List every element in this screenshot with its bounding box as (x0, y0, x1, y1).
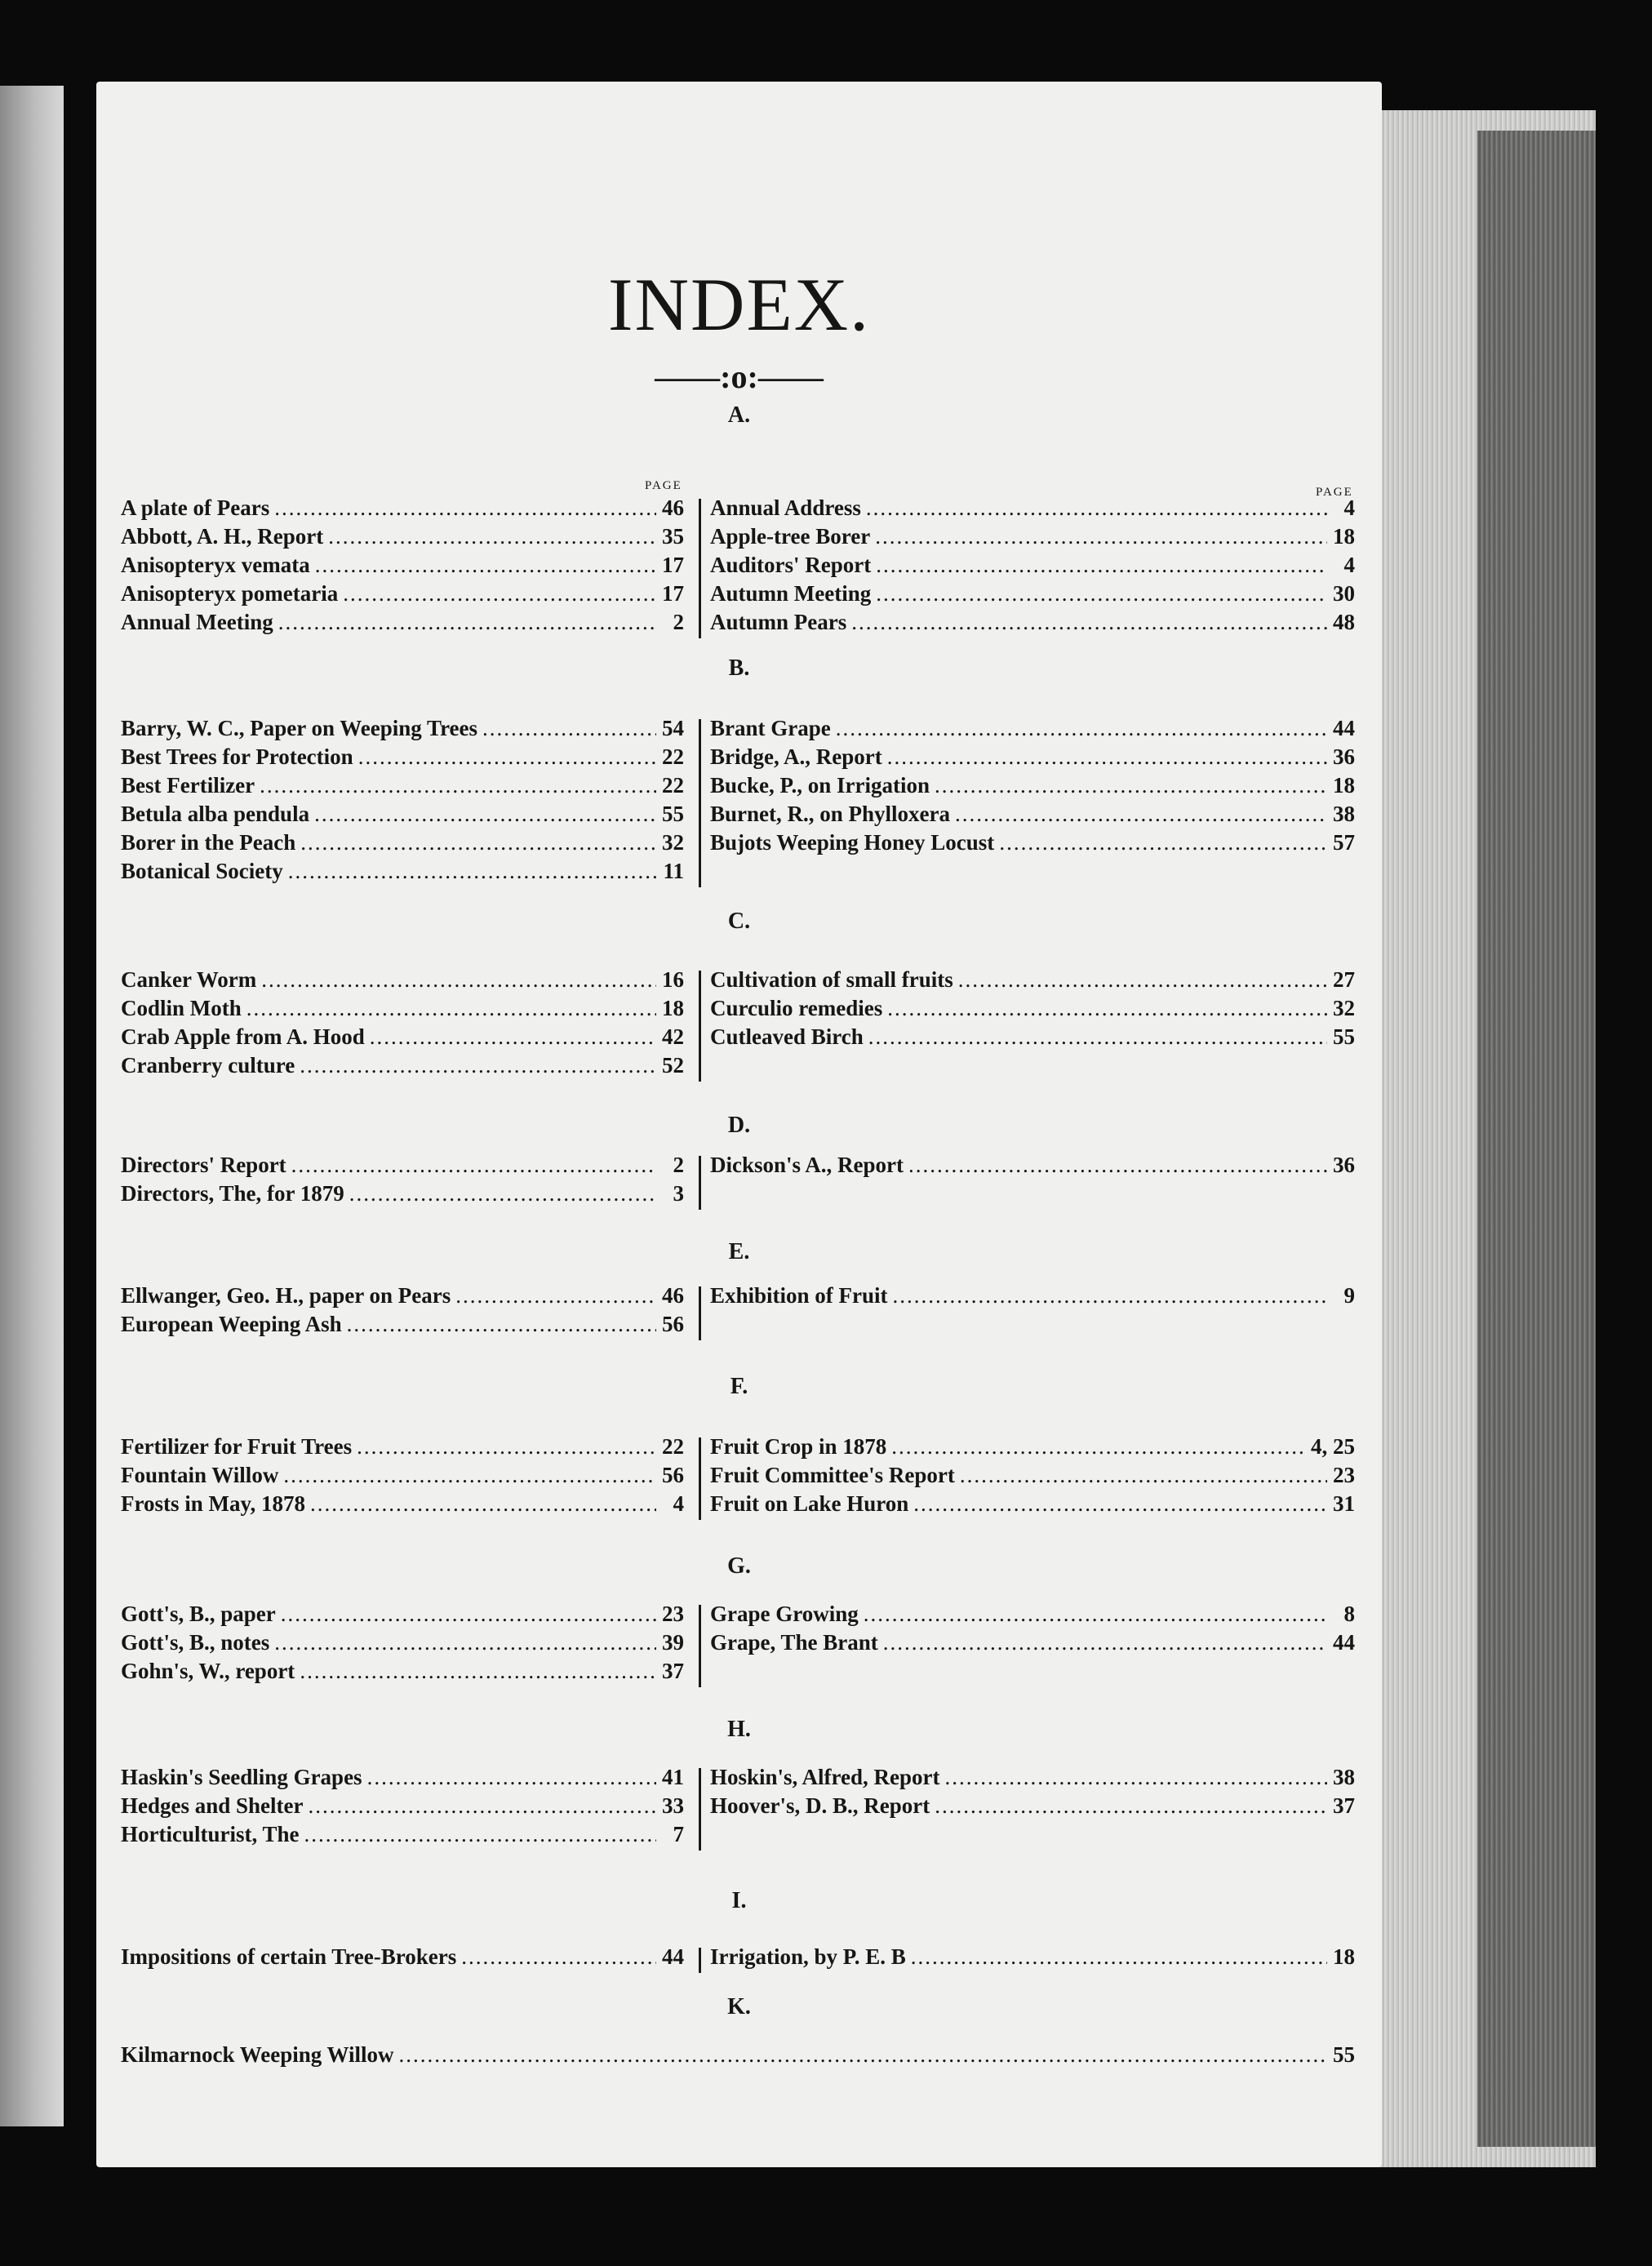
index-entry (121, 522, 684, 551)
entry-title: Dickson's A., Report (710, 1153, 904, 1177)
index-column-left (121, 1151, 684, 1208)
page-number: 42 (662, 1024, 684, 1049)
dot-leader (291, 1151, 656, 1180)
dot-leader (309, 1792, 656, 1820)
dot-leader (281, 1600, 656, 1628)
dot-leader (399, 2041, 1327, 2069)
page-number: 23 (662, 1602, 684, 1626)
entry-title: Horticulturist, The (121, 1822, 300, 1846)
dot-leader (875, 522, 1327, 551)
page-number: 31 (1333, 1491, 1355, 1516)
page-number: 56 (662, 1312, 684, 1336)
dot-leader (864, 1600, 1327, 1628)
index-entry (121, 1490, 684, 1518)
page-column-header-right: PAGE (1316, 486, 1353, 499)
index-entry (121, 1310, 684, 1339)
page-number: 4 (1343, 553, 1355, 577)
index-entry (710, 771, 1355, 800)
index-entry (121, 1180, 684, 1208)
column-divider (699, 1437, 701, 1520)
column-divider (699, 1286, 701, 1340)
entry-title: Borer in the Peach (121, 830, 296, 855)
index-entry (710, 1461, 1355, 1490)
index-entry (121, 857, 684, 886)
dot-leader (358, 743, 656, 771)
index-entry (710, 1763, 1355, 1792)
index-entry (710, 1792, 1355, 1820)
page-number: 52 (662, 1053, 684, 1077)
column-divider (699, 1605, 701, 1687)
dot-leader (304, 1820, 657, 1849)
entry-title: Cranberry culture (121, 1053, 295, 1077)
entry-title: Grape, The Brant (710, 1630, 878, 1655)
entry-title: Betula alba pendula (121, 802, 310, 826)
dot-leader (913, 1490, 1327, 1518)
dot-leader (955, 800, 1327, 829)
page-number: 8 (1343, 1602, 1355, 1626)
dot-leader (260, 771, 656, 800)
dot-leader (958, 966, 1327, 994)
index-column-right (710, 1943, 1355, 1971)
dot-leader (945, 1763, 1327, 1792)
dot-leader (274, 494, 656, 522)
page-number: 35 (662, 524, 684, 549)
dot-leader (278, 608, 656, 637)
entry-title: Grape Growing (710, 1602, 859, 1626)
index-entry (710, 1943, 1355, 1971)
entry-title: Fruit on Lake Huron (710, 1491, 909, 1516)
index-entry (121, 1023, 684, 1051)
index-entry (710, 966, 1355, 994)
section-letter-d: D. (727, 1113, 751, 1138)
page-number: 55 (662, 802, 684, 826)
index-entry (121, 1600, 684, 1628)
entry-title: Autumn Pears (710, 610, 847, 634)
page-number: 18 (662, 996, 684, 1020)
index-column-left (121, 1433, 684, 1518)
entry-title: Curculio remedies (710, 996, 883, 1020)
dot-leader (893, 1282, 1327, 1310)
entry-title: Canker Worm (121, 967, 257, 992)
column-divider (699, 1948, 701, 1973)
index-column-right (710, 494, 1355, 637)
page-column-header-left: PAGE (645, 479, 682, 492)
index-entry (710, 800, 1355, 829)
entry-title: Fruit Committee's Report (710, 1463, 955, 1487)
index-column-left (121, 1600, 684, 1686)
entry-title: Cultivation of small fruits (710, 967, 953, 992)
index-entry (121, 1943, 684, 1971)
index-entry (121, 2041, 1355, 2069)
column-divider (699, 499, 701, 638)
index-entry (710, 1433, 1355, 1461)
section-letter-i: I. (731, 1888, 747, 1913)
index-entry (121, 1763, 684, 1792)
dot-leader (866, 494, 1327, 522)
page-number: 18 (1333, 773, 1355, 798)
page-number: 18 (1333, 1944, 1355, 1969)
index-entry (710, 994, 1355, 1023)
book-page (96, 82, 1382, 2167)
page-number: 2 (673, 610, 684, 634)
page-number: 23 (1333, 1463, 1355, 1487)
entry-title: Botanical Society (121, 859, 283, 883)
index-entry (710, 743, 1355, 771)
index-entry (121, 994, 684, 1023)
index-entry (121, 551, 684, 580)
section-letter-a: A. (727, 402, 751, 428)
index-entry (121, 1433, 684, 1461)
index-column-left (121, 494, 684, 637)
dot-leader (347, 1310, 656, 1339)
entry-title: Crab Apple from A. Hood (121, 1024, 365, 1049)
dot-leader (315, 551, 656, 580)
index-column-left (121, 714, 684, 886)
dot-leader (876, 580, 1327, 608)
index-entry (121, 1657, 684, 1686)
dot-leader (482, 714, 656, 743)
entry-title: Gott's, B., notes (121, 1630, 270, 1655)
index-column-left (121, 1763, 684, 1849)
dot-leader (887, 743, 1327, 771)
page-number: 17 (662, 553, 684, 577)
entry-title: European Weeping Ash (121, 1312, 342, 1336)
page-number: 32 (1333, 996, 1355, 1020)
entry-title: Annual Address (710, 495, 861, 520)
entry-title: A plate of Pears (121, 495, 270, 520)
dot-leader (310, 1490, 656, 1518)
entry-title: Gott's, B., paper (121, 1602, 276, 1626)
index-entry (710, 494, 1355, 522)
entry-title: Auditors' Report (710, 553, 872, 577)
page-number: 9 (1343, 1283, 1355, 1308)
dot-leader (283, 1461, 656, 1490)
column-divider (699, 1156, 701, 1210)
dot-leader (911, 1943, 1327, 1971)
dot-leader (370, 1023, 656, 1051)
index-entry (710, 1151, 1355, 1180)
page-number: 22 (662, 773, 684, 798)
index-entry (710, 1628, 1355, 1657)
dot-leader (246, 994, 656, 1023)
index-entry (121, 1282, 684, 1310)
section-letter-k: K. (727, 1994, 751, 2019)
page-number: 30 (1333, 581, 1355, 606)
index-entry (710, 608, 1355, 637)
dot-leader (314, 800, 656, 829)
dot-leader (461, 1943, 656, 1971)
entry-title: Fruit Crop in 1878 (710, 1434, 887, 1459)
index-entry (121, 1820, 684, 1849)
index-column-right (710, 966, 1355, 1051)
entry-title: Directors, The, for 1879 (121, 1181, 344, 1206)
index-entry (710, 1490, 1355, 1518)
entry-title: Brant Grape (710, 716, 831, 740)
entry-title: Ellwanger, Geo. H., paper on Pears (121, 1283, 451, 1308)
dot-leader (300, 1657, 656, 1686)
dot-leader (343, 580, 656, 608)
dot-leader (300, 829, 656, 857)
page-number: 44 (1333, 716, 1355, 740)
index-entry (710, 714, 1355, 743)
entry-title: Burnet, R., on Phylloxera (710, 802, 950, 826)
page-number: 4 (1343, 495, 1355, 520)
index-entry (121, 1792, 684, 1820)
page-number: 37 (662, 1659, 684, 1683)
page-number: 32 (662, 830, 684, 855)
page-number: 48 (1333, 610, 1355, 634)
index-column-full (121, 2041, 1355, 2069)
dot-leader (274, 1628, 656, 1657)
entry-title: Abbott, A. H., Report (121, 524, 324, 549)
dot-leader (960, 1461, 1327, 1490)
dot-leader (908, 1151, 1327, 1180)
index-entry (121, 1461, 684, 1490)
dot-leader (851, 608, 1327, 637)
entry-title: Best Trees for Protection (121, 744, 353, 769)
page-number: 4 (673, 1491, 684, 1516)
index-column-right (710, 1763, 1355, 1820)
page-number: 38 (1333, 802, 1355, 826)
page-number: 55 (1333, 1024, 1355, 1049)
index-column-right (710, 1282, 1355, 1310)
index-entry (121, 1628, 684, 1657)
index-entry (121, 966, 684, 994)
page-number: 37 (1333, 1793, 1355, 1818)
index-column-left (121, 1943, 684, 1971)
entry-title: Impositions of certain Tree-Brokers (121, 1944, 457, 1969)
section-letter-b: B. (728, 655, 750, 681)
entry-title: Irrigation, by P. E. B (710, 1944, 906, 1969)
dot-leader (357, 1433, 656, 1461)
index-column-right (710, 1433, 1355, 1518)
page-number: 38 (1333, 1765, 1355, 1789)
page-number: 57 (1333, 830, 1355, 855)
entry-title: Hedges and Shelter (121, 1793, 304, 1818)
index-entry (710, 1600, 1355, 1628)
entry-title: Best Fertilizer (121, 773, 255, 798)
index-entry (121, 829, 684, 857)
dot-leader (891, 1433, 1306, 1461)
page-number: 54 (662, 716, 684, 740)
index-entry (121, 800, 684, 829)
column-divider (699, 1768, 701, 1851)
entry-title: Exhibition of Fruit (710, 1283, 888, 1308)
entry-title: Autumn Meeting (710, 581, 872, 606)
entry-title: Gohn's, W., report (121, 1659, 295, 1683)
section-letter-c: C. (727, 909, 751, 934)
page-number: 46 (662, 495, 684, 520)
dot-leader (349, 1180, 656, 1208)
page-number: 44 (1333, 1630, 1355, 1655)
entry-title: Bridge, A., Report (710, 744, 882, 769)
page-number: 33 (662, 1793, 684, 1818)
page-number: 17 (662, 581, 684, 606)
page-number: 44 (662, 1944, 684, 1969)
entry-title: Directors' Report (121, 1153, 286, 1177)
page-number: 7 (673, 1822, 684, 1846)
dot-leader (455, 1282, 656, 1310)
page-number: 41 (662, 1765, 684, 1789)
index-entry (710, 829, 1355, 857)
entry-title: Apple-tree Borer (710, 524, 871, 549)
entry-title: Cutleaved Birch (710, 1024, 864, 1049)
dot-leader (935, 771, 1327, 800)
page-number: 46 (662, 1283, 684, 1308)
page-number: 18 (1333, 524, 1355, 549)
page-number: 36 (1333, 744, 1355, 769)
entry-title: Frosts in May, 1878 (121, 1491, 306, 1516)
page-number: 36 (1333, 1153, 1355, 1177)
column-divider (699, 971, 701, 1082)
index-entry (121, 1151, 684, 1180)
entry-title: Fertilizer for Fruit Trees (121, 1434, 353, 1459)
entry-title: Anisopteryx pometaria (121, 581, 339, 606)
page-number: 11 (663, 859, 684, 883)
page-number: 2 (673, 1153, 684, 1177)
dot-leader (999, 829, 1327, 857)
index-column-right (710, 714, 1355, 857)
dot-leader (328, 522, 656, 551)
dot-leader (935, 1792, 1327, 1820)
entry-title: Bujots Weeping Honey Locust (710, 830, 995, 855)
index-column-left (121, 1282, 684, 1339)
page-number: 39 (662, 1630, 684, 1655)
index-entry (121, 1051, 684, 1080)
page-number: 3 (673, 1181, 684, 1206)
index-entry (121, 608, 684, 637)
index-entry (710, 580, 1355, 608)
left-page-edge (0, 86, 64, 2126)
entry-title: Anisopteryx vemata (121, 553, 310, 577)
index-entry (710, 1282, 1355, 1310)
section-letter-e: E. (728, 1239, 750, 1264)
section-letter-g: G. (727, 1553, 751, 1579)
index-entry (121, 580, 684, 608)
index-column-left (121, 966, 684, 1080)
section-letter-h: H. (727, 1717, 751, 1742)
index-entry (710, 1023, 1355, 1051)
page-number: 55 (1333, 2042, 1355, 2067)
entry-title: Annual Meeting (121, 610, 273, 634)
entry-title: Fountain Willow (121, 1463, 279, 1487)
entry-title: Codlin Moth (121, 996, 242, 1020)
entry-title: Barry, W. C., Paper on Weeping Trees (121, 716, 478, 740)
dot-leader (367, 1763, 656, 1792)
title-ornament: ——:o:—— (655, 358, 824, 395)
index-entry (710, 522, 1355, 551)
page-number: 22 (662, 744, 684, 769)
entry-title: Haskin's Seedling Grapes (121, 1765, 362, 1789)
index-content (96, 82, 1382, 2167)
entry-title: Hoskin's, Alfred, Report (710, 1765, 940, 1789)
book-block-edge (1477, 131, 1596, 2147)
index-entry (710, 551, 1355, 580)
page-number: 27 (1333, 967, 1355, 992)
index-column-right (710, 1600, 1355, 1657)
dot-leader (868, 1023, 1327, 1051)
dot-leader (836, 714, 1327, 743)
section-letter-f: F. (730, 1374, 748, 1399)
dot-leader (300, 1051, 656, 1080)
dot-leader (887, 994, 1327, 1023)
index-column-right (710, 1151, 1355, 1180)
page-number: 56 (662, 1463, 684, 1487)
entry-title: Bucke, P., on Irrigation (710, 773, 930, 798)
dot-leader (876, 551, 1327, 580)
dot-leader (288, 857, 656, 886)
index-entry (121, 771, 684, 800)
index-entry (121, 494, 684, 522)
entry-title: Kilmarnock Weeping Willow (121, 2042, 394, 2067)
page-number: 16 (662, 967, 684, 992)
dot-leader (883, 1628, 1327, 1657)
page-title: INDEX. (607, 263, 871, 346)
dot-leader (261, 966, 656, 994)
column-divider (699, 719, 701, 887)
page-number: 22 (662, 1434, 684, 1459)
page-number: 4, 25 (1311, 1434, 1355, 1459)
index-entry (121, 743, 684, 771)
entry-title: Hoover's, D. B., Report (710, 1793, 930, 1818)
index-entry (121, 714, 684, 743)
